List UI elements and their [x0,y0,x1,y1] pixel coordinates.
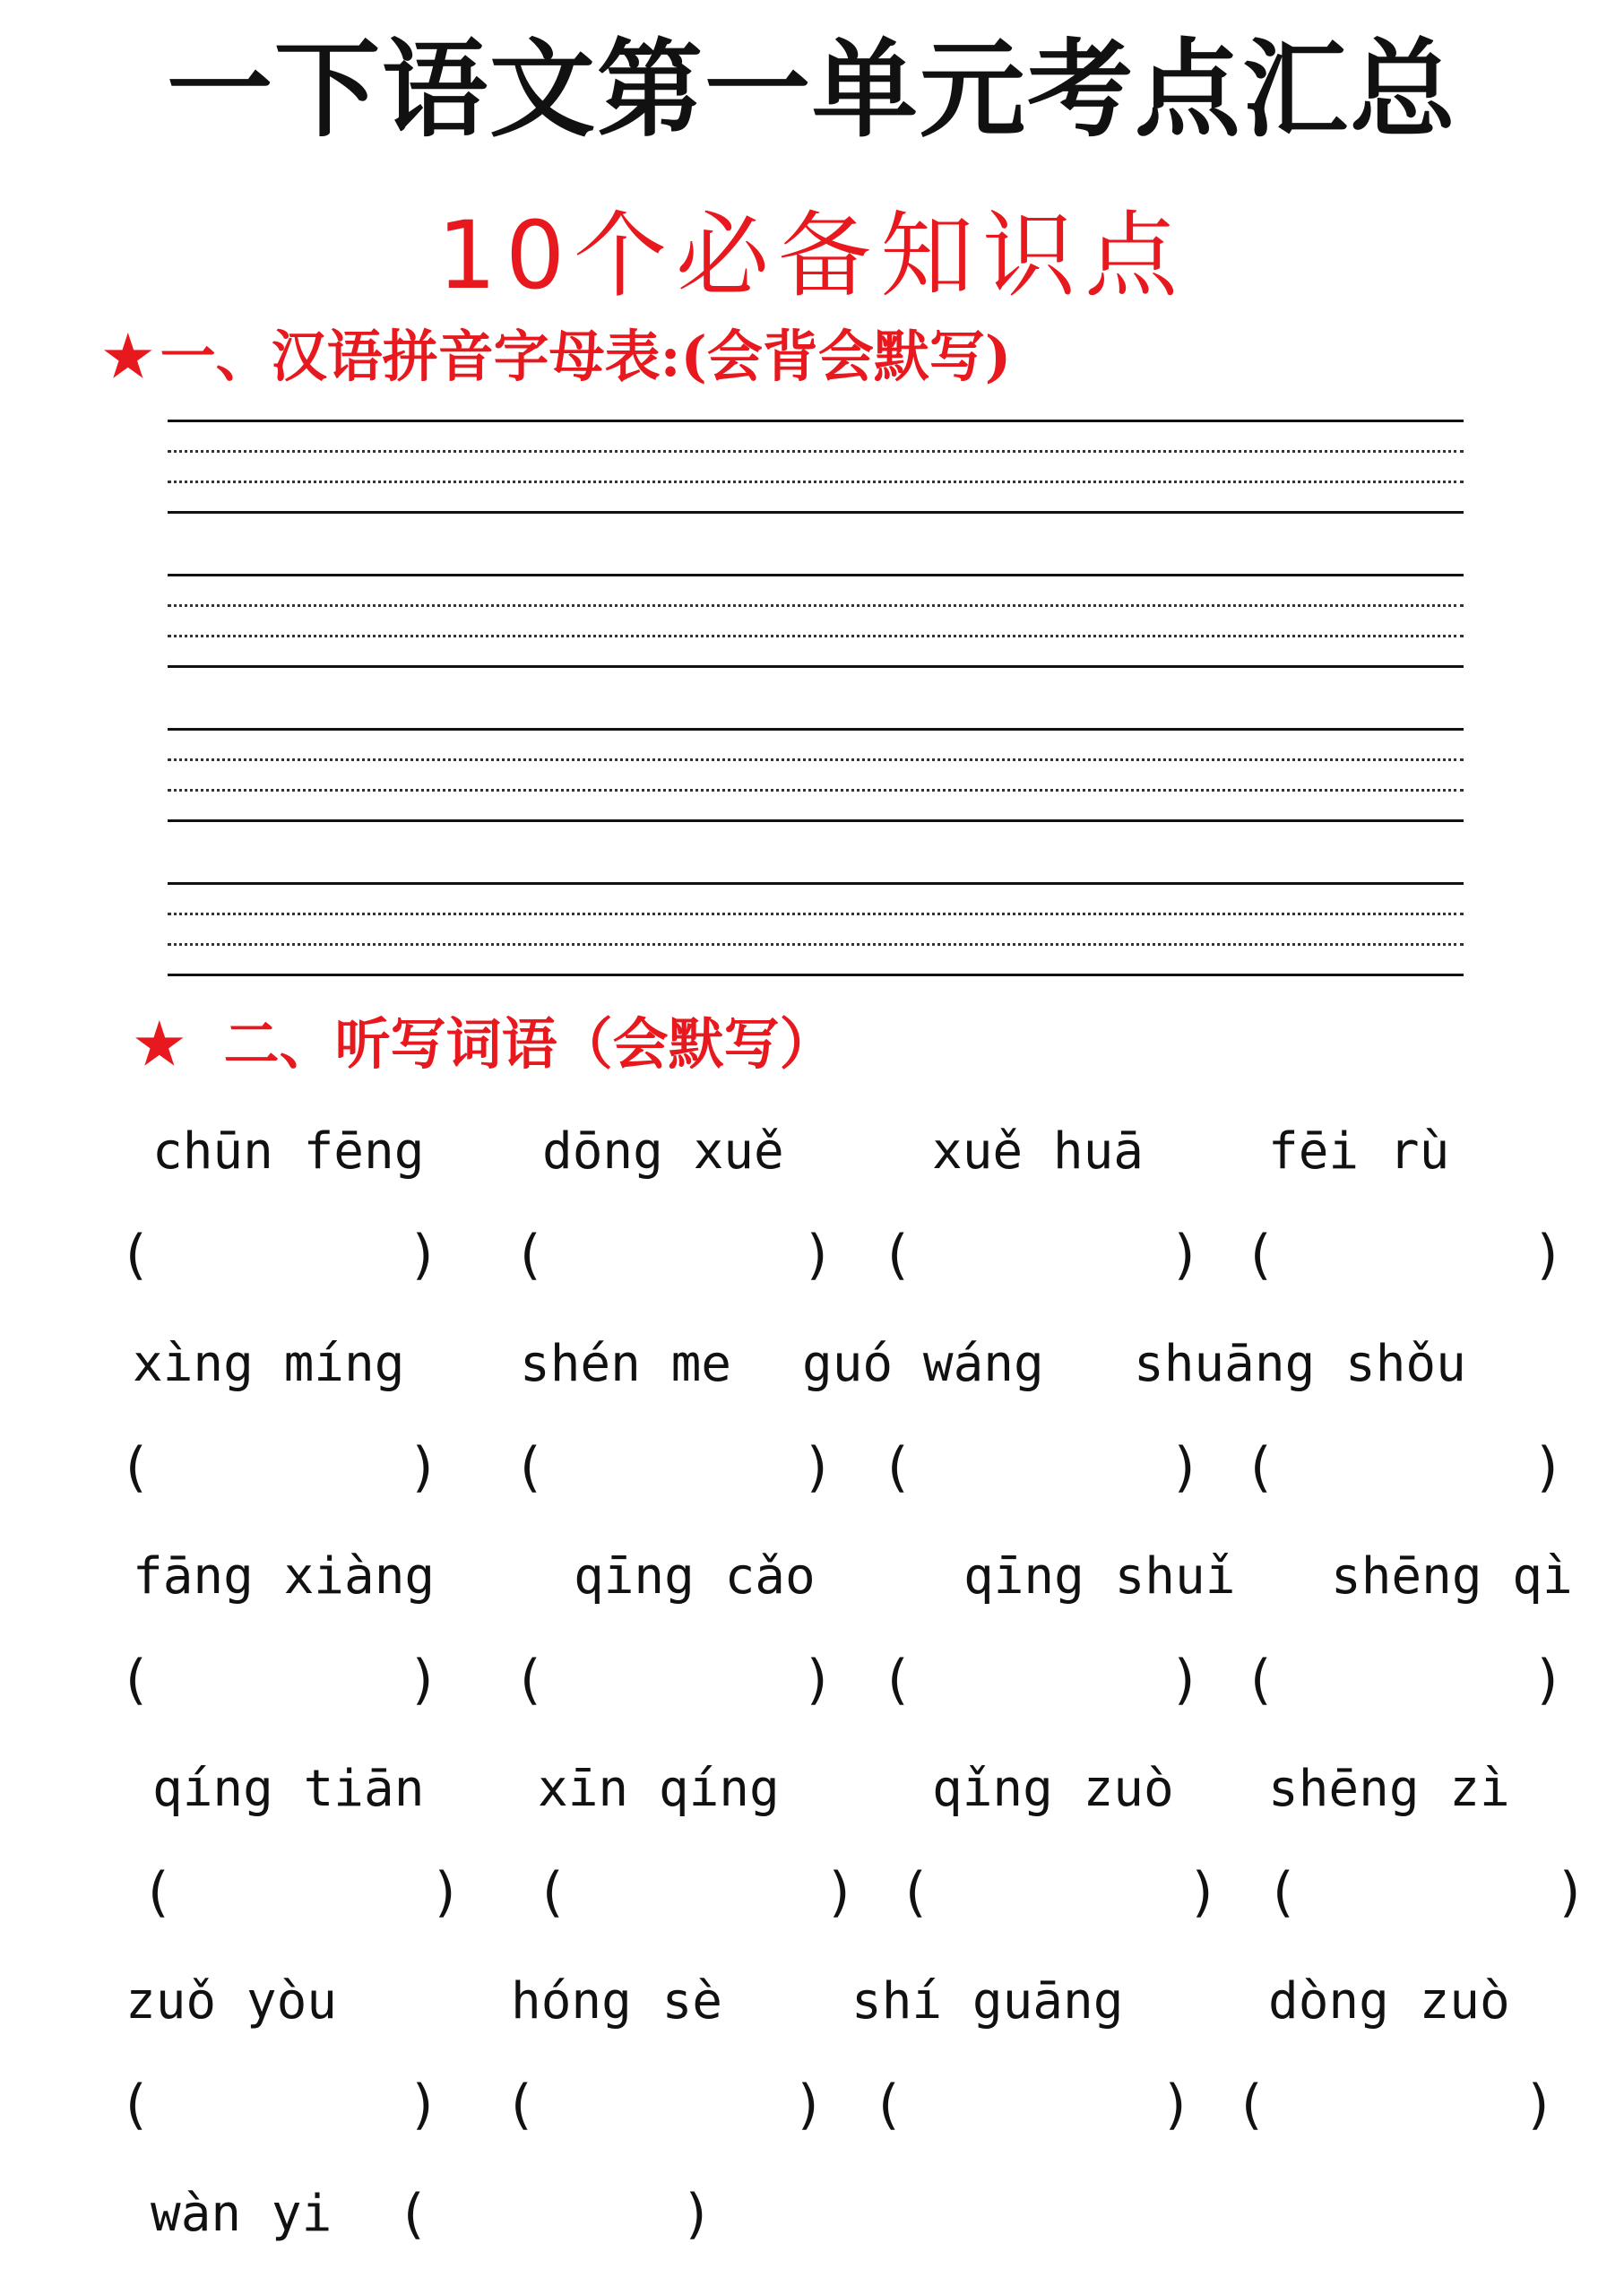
section-heading-text: 二、听写词语（会默写） [223,1011,835,1077]
page-title: 一下语文第一单元考点汇总 [166,27,1457,152]
answer-blank-close[interactable]: ) [686,2183,707,2246]
solid-guide-line [168,728,1464,731]
solid-guide-line [168,974,1464,976]
answer-blank-close[interactable]: ) [1174,1436,1196,1499]
section-heading-text: 一、汉语拼音字母表:(会背会默写) [160,324,1012,389]
solid-guide-line [168,819,1464,822]
answer-blank-open[interactable]: ( [887,1224,909,1286]
answer-blank-open[interactable]: ( [148,1861,169,1924]
answer-blank-open[interactable]: ( [520,1649,541,1711]
writing-line-group[interactable] [168,420,1464,513]
dotted-guide-line [168,481,1464,483]
pinyin-word: zuǒ yòu [125,1972,338,2031]
answer-blank-open[interactable]: ( [542,1861,564,1924]
pinyin-word: chūn fēng [152,1122,425,1181]
answer-blank-close[interactable]: ) [435,1861,456,1924]
answer-blank-close[interactable]: ) [412,1224,434,1286]
answer-blank-open[interactable]: ( [905,1861,927,1924]
answer-blank-open[interactable]: ( [520,1224,541,1286]
pinyin-word: shí guāng [851,1972,1124,2031]
pinyin-word: qīng cǎo [574,1547,816,1606]
answer-blank-open[interactable]: ( [1273,1861,1294,1924]
dotted-guide-line [168,943,1464,946]
answer-blank-open[interactable]: ( [403,2183,425,2246]
solid-guide-line [168,665,1464,668]
answer-blank-close[interactable]: ) [1174,1224,1196,1286]
dotted-guide-line [168,604,1464,607]
answer-blank-close[interactable]: ) [1174,1649,1196,1711]
answer-blank-close[interactable]: ) [412,1649,434,1711]
answer-blank-close[interactable]: ) [798,2074,819,2136]
pinyin-word: shēng zì [1268,1760,1510,1818]
answer-blank-close[interactable]: ) [1559,1861,1581,1924]
dotted-guide-line [168,789,1464,792]
answer-blank-close[interactable]: ) [1528,2074,1550,2136]
answer-blank-open[interactable]: ( [511,2074,532,2136]
pinyin-word: qíng tiān [152,1760,425,1818]
answer-blank-close[interactable]: ) [829,1861,851,1924]
answer-blank-close[interactable]: ) [1537,1649,1559,1711]
dotted-guide-line [168,758,1464,761]
answer-blank-close[interactable]: ) [1537,1436,1559,1499]
answer-blank-open[interactable]: ( [1250,1436,1272,1499]
answer-blank-close[interactable]: ) [807,1649,828,1711]
pinyin-word: dòng zuò [1268,1972,1510,2031]
dotted-guide-line [168,635,1464,637]
pinyin-word: xīn qíng [538,1760,780,1818]
answer-blank-open[interactable]: ( [878,2074,900,2136]
pinyin-word: fēi rù [1268,1122,1450,1181]
answer-blank-close[interactable]: ) [412,2074,434,2136]
pinyin-word: guó wáng [802,1335,1044,1393]
answer-blank-close[interactable]: ) [1192,1861,1214,1924]
section-heading-pinyin-alphabet [103,321,1011,393]
pinyin-word: hóng sè [511,1972,723,2031]
solid-guide-line [168,511,1464,514]
star-icon: ★ [134,1011,185,1077]
answer-blank-close[interactable]: ) [807,1436,828,1499]
answer-blank-open[interactable]: ( [887,1436,909,1499]
answer-blank-open[interactable]: ( [1250,1224,1272,1286]
dotted-guide-line [168,450,1464,453]
section-heading-dictation [134,1009,835,1080]
answer-blank-close[interactable]: ) [1537,1224,1559,1286]
writing-line-group[interactable] [168,882,1464,975]
pinyin-word: shēng qì [1331,1547,1573,1606]
answer-blank-close[interactable]: ) [412,1436,434,1499]
dotted-guide-line [168,913,1464,915]
star-icon: ★ [103,324,153,389]
solid-guide-line [168,882,1464,885]
pinyin-word: dōng xuě [542,1122,784,1181]
solid-guide-line [168,574,1464,576]
answer-blank-open[interactable]: ( [887,1649,909,1711]
pinyin-word: xìng míng [133,1335,405,1393]
page-subtitle: 10个必备知识点 [436,201,1188,310]
writing-line-group[interactable] [168,728,1464,821]
answer-blank-open[interactable]: ( [125,1436,147,1499]
pinyin-word: qǐng zuò [932,1760,1174,1818]
answer-blank-open[interactable]: ( [520,1436,541,1499]
writing-line-group[interactable] [168,574,1464,667]
answer-blank-close[interactable]: ) [1165,2074,1187,2136]
pinyin-word: qīng shuǐ [963,1547,1236,1606]
answer-blank-open[interactable]: ( [1250,1649,1272,1711]
answer-blank-open[interactable]: ( [125,1224,147,1286]
answer-blank-open[interactable]: ( [125,2074,147,2136]
answer-blank-close[interactable]: ) [807,1224,828,1286]
answer-blank-open[interactable]: ( [125,1649,147,1711]
answer-blank-open[interactable]: ( [1241,2074,1263,2136]
pinyin-word: shuāng shǒu [1134,1335,1466,1393]
pinyin-word: wàn yi [151,2185,333,2243]
pinyin-word: fāng xiàng [133,1547,436,1606]
pinyin-word: shén me [520,1335,732,1393]
solid-guide-line [168,420,1464,422]
pinyin-word: xuě huā [932,1122,1145,1181]
